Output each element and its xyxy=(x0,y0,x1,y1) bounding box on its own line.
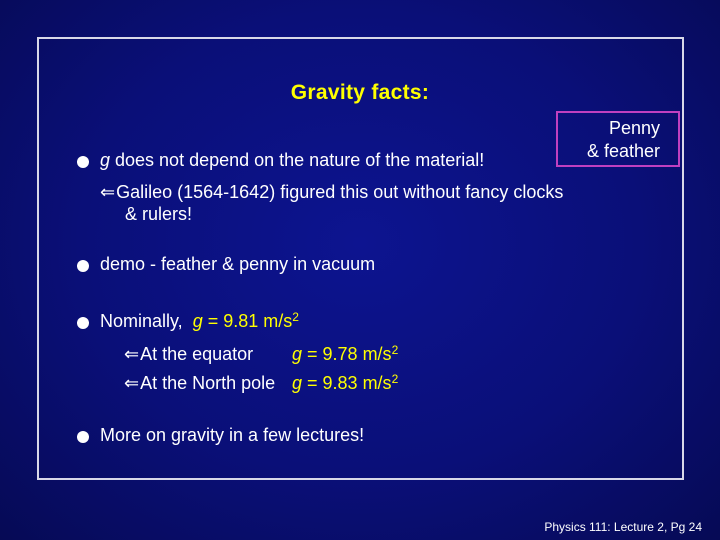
equator-label: At the equator xyxy=(140,344,254,364)
left-arrow-icon: ⇐ xyxy=(100,182,116,202)
galileo-text: Galileo (1564-1642) figured this out without fancy clocks xyxy=(116,182,564,202)
g-symbol: g xyxy=(100,150,111,170)
slide-title: Gravity facts: xyxy=(290,81,430,104)
bullet-1-sub-1 xyxy=(100,182,563,203)
bullet-1-statement: does not depend on the nature of the material! xyxy=(110,150,485,170)
callout-line-2: & feather xyxy=(586,141,660,161)
bullet-3-text xyxy=(100,311,299,332)
equator-g-number: = 9.78 m/s xyxy=(302,344,392,364)
bullet-dot-icon xyxy=(77,260,89,272)
bullet-4-text: More on gravity in a few lectures! xyxy=(100,425,365,445)
north-pole-g-exponent: 2 xyxy=(391,372,399,386)
nominal-g-exponent: 2 xyxy=(292,310,299,324)
nominal-g-number: = 9.81 m/s xyxy=(202,311,293,331)
equator-g-exponent: 2 xyxy=(391,343,399,357)
bullet-dot-icon xyxy=(77,156,89,168)
g-symbol: g xyxy=(292,344,303,364)
bullet-1-text xyxy=(100,150,484,171)
equator-line xyxy=(124,344,253,365)
bullet-1-sub-2: & rulers! xyxy=(125,204,193,224)
north-pole-line xyxy=(124,373,275,394)
g-symbol: g xyxy=(192,311,203,331)
slide-footer: Physics 111: Lecture 2, Pg 24 xyxy=(544,520,702,534)
left-arrow-icon: ⇐ xyxy=(124,344,140,364)
callout-line-1: Penny xyxy=(608,118,660,138)
bullet-dot-icon xyxy=(77,317,89,329)
g-symbol: g xyxy=(292,373,303,393)
north-pole-label: At the North pole xyxy=(140,373,276,393)
bullet-2-text: demo - feather & penny in vacuum xyxy=(100,254,376,274)
left-arrow-icon: ⇐ xyxy=(124,373,140,393)
nominal-g-value xyxy=(193,311,299,331)
penny-feather-callout xyxy=(556,111,680,167)
nominally-label: Nominally, xyxy=(100,311,183,331)
bullet-dot-icon xyxy=(77,431,89,443)
north-pole-g-number: = 9.83 m/s xyxy=(302,373,392,393)
equator-g-value xyxy=(292,344,398,365)
north-pole-g-value xyxy=(292,373,398,394)
